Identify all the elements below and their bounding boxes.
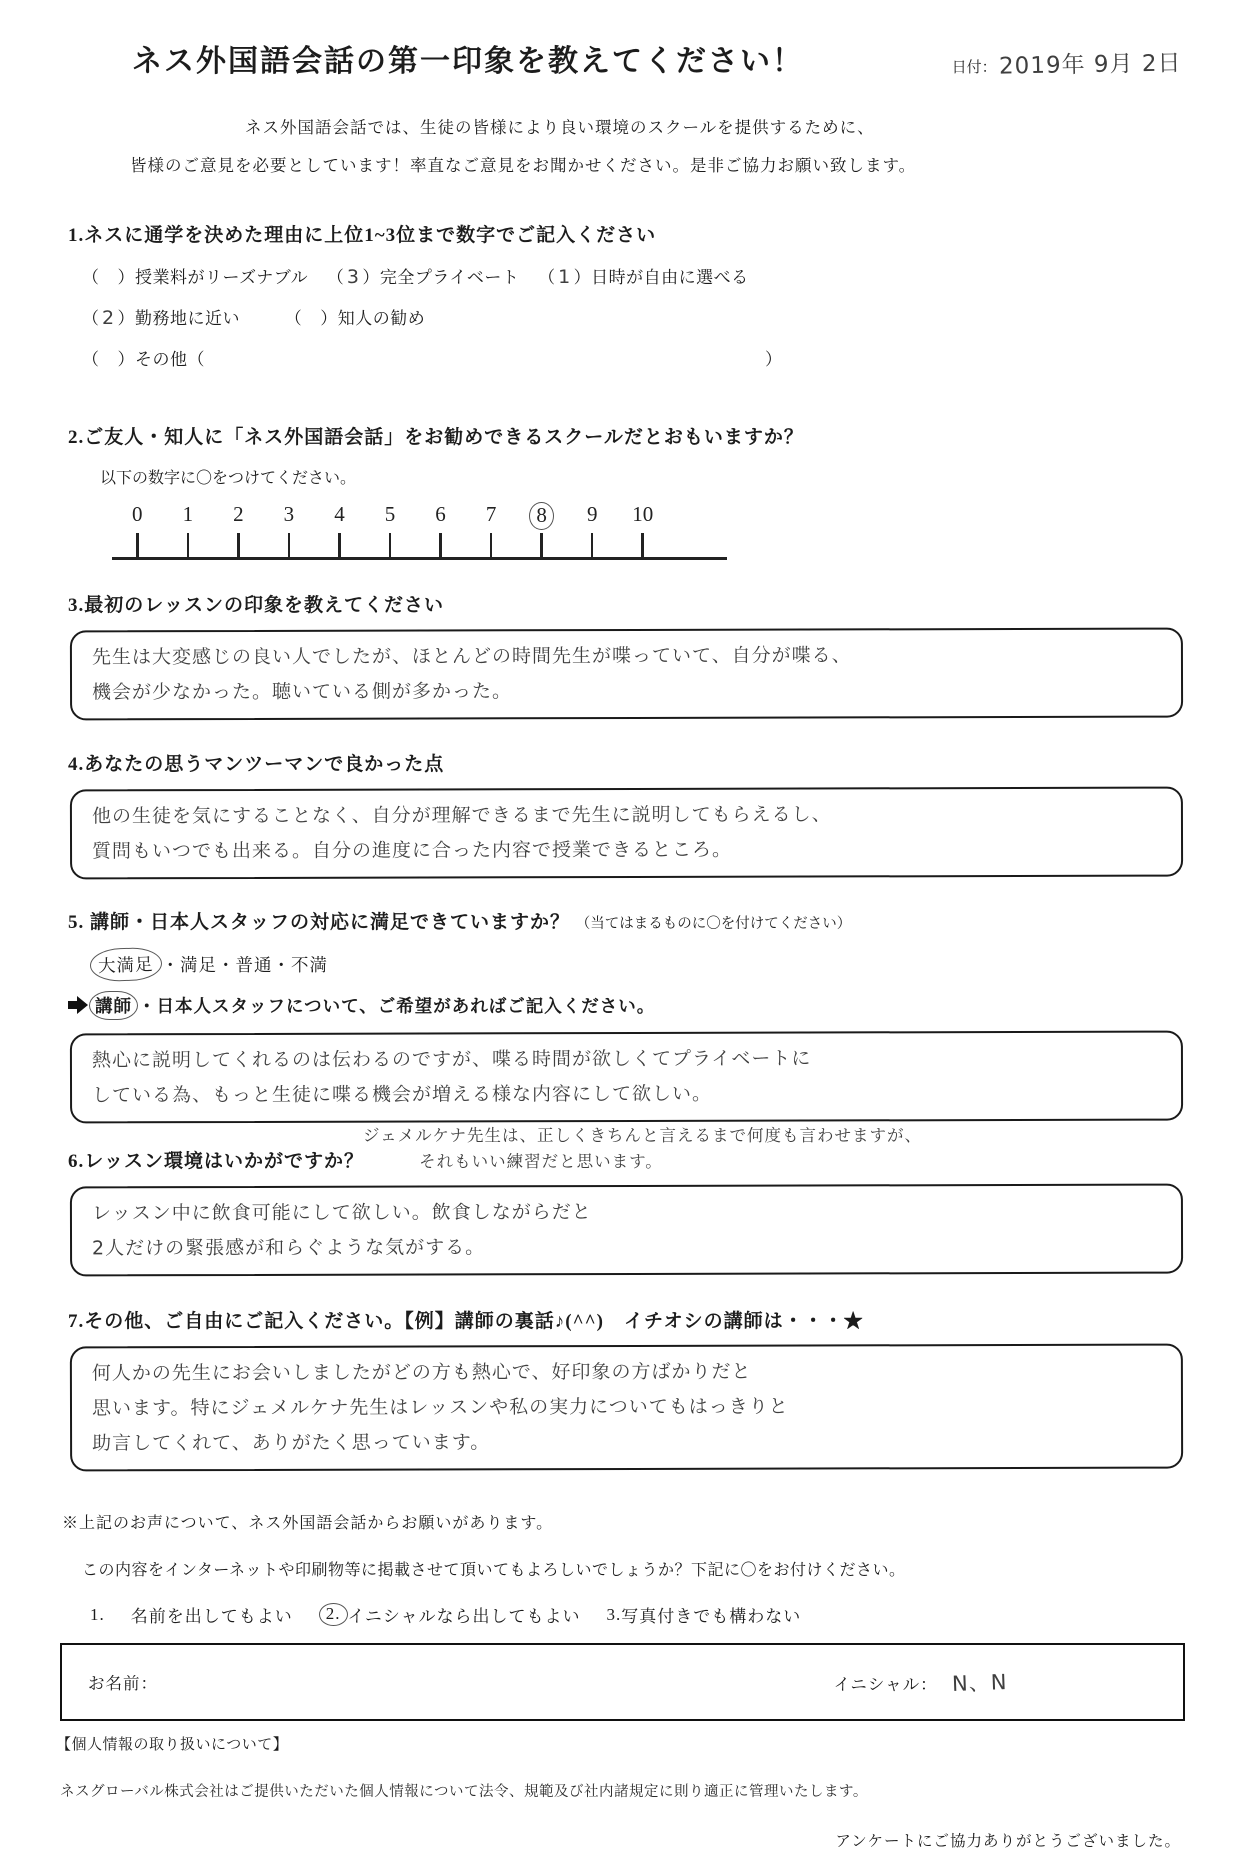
thanks-message: アンケートにご協力ありがとうございました。: [835, 1833, 1181, 1851]
scale-number-8-selected: [516, 502, 567, 530]
answer-line: 質問もいつでも出来る。自分の進度に合った内容で授業できるところ。: [92, 839, 733, 863]
question-5-title: 5. 講師・日本人スタッフの対応に満足できていますか？ （当てはまるものに〇を付けてください）: [68, 911, 852, 933]
rating-scale-numbers: [112, 502, 668, 530]
question-6-answer-box: [70, 1184, 1183, 1277]
question-5: [68, 907, 1185, 1147]
scale-number-0: 0: [132, 502, 143, 526]
circled-word-koushi: 講師: [89, 991, 138, 1020]
scale-tick: [338, 533, 341, 557]
choice-satisfied: 満足: [180, 954, 217, 975]
privacy-text: ネスグローバル株式会社はご提供いただいた個人情報について法令、規範及び社内諸規定に則り適正に管理いたします。: [60, 1784, 868, 1801]
q1-option-2-label: 完全プライベート: [379, 268, 520, 287]
close-paren: ）: [117, 309, 135, 328]
scale-tick: [641, 533, 644, 557]
q1-option-4-label: 勤務地に近い: [135, 309, 240, 328]
privacy-header: 【個人情報の取り扱いについて】: [56, 1737, 289, 1754]
scale-number-4: 4: [334, 502, 345, 526]
q1-option-3-value: 1: [558, 266, 572, 288]
q1-option-6-label: その他（: [135, 350, 205, 369]
open-paren: （: [326, 268, 345, 287]
rating-scale-ticks: [112, 530, 668, 557]
choice-unsatisfied: 不満: [291, 954, 328, 975]
answer-line: 先生は大変感じの良い人でしたが、ほとんどの時間先生が喋っていて、自分が喋る、: [91, 644, 852, 669]
scale-tick: [187, 533, 190, 557]
initial-label: イニシャル：: [833, 1675, 938, 1695]
question-4: [68, 749, 1185, 878]
scale-tick: [136, 533, 139, 557]
footer-publish-options: [90, 1602, 1185, 1627]
answer-line: 2人だけの緊張感が和らぐような気がする。: [92, 1236, 486, 1261]
arrow-right-icon: [68, 996, 88, 1014]
close-paren: ）: [765, 350, 783, 369]
question-3-title: 3.最初のレッスンの印象を教えてください: [68, 595, 445, 616]
open-paren: （: [538, 268, 556, 287]
answer-line: 他の生徒を気にすることなく、自分が理解できるまで先生に説明してもらえるし、: [91, 803, 832, 828]
answer-line: している為、もっと生徒に喋る機会が増える様な内容にして欲しい。: [92, 1082, 713, 1107]
question-3: [68, 590, 1185, 719]
q1-option-3-label: 日時が自由に選べる: [591, 268, 749, 287]
intro-line-2: 皆様のご意見を必要としています！率直なご意見をお聞かせください。是非ご協力お願い致します。: [130, 156, 917, 175]
scale-tick: [237, 533, 240, 557]
close-paren: ）: [573, 268, 592, 287]
date-label: 日付：: [951, 60, 997, 76]
initial-group: [834, 1667, 1007, 1697]
margin-annotation-line-1: ジェメルケナ先生は、正しくきちんと言えるまで何度も言わせますが、: [363, 1125, 923, 1145]
question-6-title: 6.レッスン環境はいかがですか？: [68, 1151, 365, 1173]
publish-option-3-number: 3.: [606, 1604, 622, 1624]
scale-tick: [439, 533, 442, 557]
scale-tick: [288, 533, 291, 557]
footer-note: ※上記のお声について、ネス外国語会話からお願いがあります。: [62, 1515, 554, 1533]
selected-choice-circled: 大満足: [89, 946, 162, 981]
answer-line: 熱心に説明してくれるのは伝わるのですが、喋る時間が欲しくてプライベートに: [91, 1047, 812, 1071]
scale-number-6: 6: [435, 502, 446, 526]
initial-value-handwritten: N、N: [951, 1670, 1008, 1697]
publish-option-1-label: 名前を出してもよい: [130, 1607, 293, 1627]
question-1-options-row-2: [82, 304, 1185, 329]
close-paren: ）: [117, 350, 135, 369]
question-5-choices: 大満足 ・満足・普通・不満: [90, 948, 1185, 981]
publish-option-1-number: 1.: [90, 1604, 105, 1624]
intro-line-1: ネス外国語会話では、生徒の皆様により良い環境のスクールを提供するために、: [245, 118, 875, 137]
question-7-answer-box: [70, 1343, 1183, 1471]
publish-option-2-number-circled: 2.: [319, 1603, 348, 1626]
q1-option-2-value: 3: [346, 266, 360, 288]
question-4-title: 4.あなたの思うマンツーマンで良かった点: [68, 754, 445, 776]
scale-number-2: 2: [233, 502, 244, 526]
header: [60, 36, 1185, 80]
question-6: [68, 1146, 1185, 1275]
selected-circle-mark: 8: [529, 502, 554, 530]
q1-option-5-label: 知人の勧め: [337, 309, 426, 328]
open-paren: （: [82, 350, 100, 369]
scale-number-1: 1: [182, 502, 194, 526]
question-7-title: 7.その他、ご自由にご記入ください。【例】講師の裏話♪(^^) イチオシの講師は・・・★: [68, 1310, 864, 1332]
question-1-title: 1.ネスに通学を決めた理由に上位1~3位まで数字でご記入ください: [68, 225, 657, 246]
question-1-options-row-1: [82, 263, 1185, 288]
scale-number-7: 7: [485, 502, 497, 526]
open-paren: （: [82, 268, 100, 287]
scale-number-9: 9: [586, 502, 598, 526]
question-5-note: （当てはまるものに〇を付けてください）: [575, 915, 852, 932]
publish-option-2-label: イニシャルなら出してもよい: [347, 1607, 581, 1627]
margin-annotation-line-2: それもいい練習だと思います。: [419, 1152, 663, 1172]
q1-option-4-value: 2: [101, 307, 116, 329]
answer-line: 機会が少なかった。聴いている側が多かった。: [92, 680, 513, 704]
open-paren: （: [82, 309, 100, 328]
answer-line: レッスン中に飲食可能にして欲しい。飲食しながらだと: [91, 1201, 592, 1225]
question-1: [68, 220, 1185, 370]
question-2: [68, 422, 1185, 560]
scale-tick: [389, 533, 392, 557]
question-1-options-row-3: [82, 345, 1185, 370]
footer-permission-text: この内容をインターネットや印刷物等に掲載させて頂いてもよろしいでしょうか？下記に〇をお付けください。: [82, 1562, 906, 1580]
page-title: ネス外国語会話の第一印象を教えてください！: [132, 45, 804, 78]
close-paren: ）: [117, 268, 135, 287]
scale-tick: [490, 533, 493, 557]
question-3-answer-box: [70, 628, 1183, 721]
name-entry-box: [60, 1643, 1185, 1721]
close-paren: ）: [320, 309, 338, 328]
open-paren: （: [284, 309, 303, 328]
scale-tick: [591, 533, 594, 557]
q1-option-1-label: 授業料がリーズナブル: [135, 268, 309, 287]
scale-number-10: 10: [632, 502, 654, 526]
scale-number-3: 3: [283, 502, 295, 526]
answer-line: 助言してくれて、ありがたく思っています。: [92, 1431, 491, 1455]
scale-tick: [540, 533, 543, 557]
question-7: [68, 1306, 1185, 1470]
date-value-handwritten: 2019年 9月 2日: [998, 50, 1182, 80]
question-5-subline: [68, 991, 1185, 1020]
answer-line: 何人かの先生にお会いしましたがどの方も熱心で、好印象の方ばかりだと: [91, 1360, 752, 1385]
choice-normal: 普通: [235, 954, 273, 975]
close-paren: ）: [362, 268, 380, 287]
rating-scale-ruler: [112, 530, 727, 560]
publish-option-3-label: 写真付きでも構わない: [621, 1607, 802, 1627]
answer-line: 思います。特にジェメルケナ先生はレッスンや私の実力についてもはっきりと: [91, 1395, 789, 1420]
question-4-answer-box: [70, 787, 1183, 880]
question-5-subline-text: ・日本人スタッフについて、ご希望があればご記入ください。: [138, 995, 656, 1016]
question-5-answer-box: [70, 1030, 1183, 1123]
scale-number-5: 5: [384, 502, 396, 526]
rating-scale: [112, 502, 727, 560]
question-2-title: 2.ご友人・知人に「ネス外国語会話」をお勧めできるスクールだとおもいますか？: [68, 427, 804, 448]
name-label: お名前：: [88, 1674, 158, 1694]
question-2-instruction: 以下の数字に〇をつけてください。: [100, 470, 357, 487]
date-area: [952, 36, 1181, 79]
